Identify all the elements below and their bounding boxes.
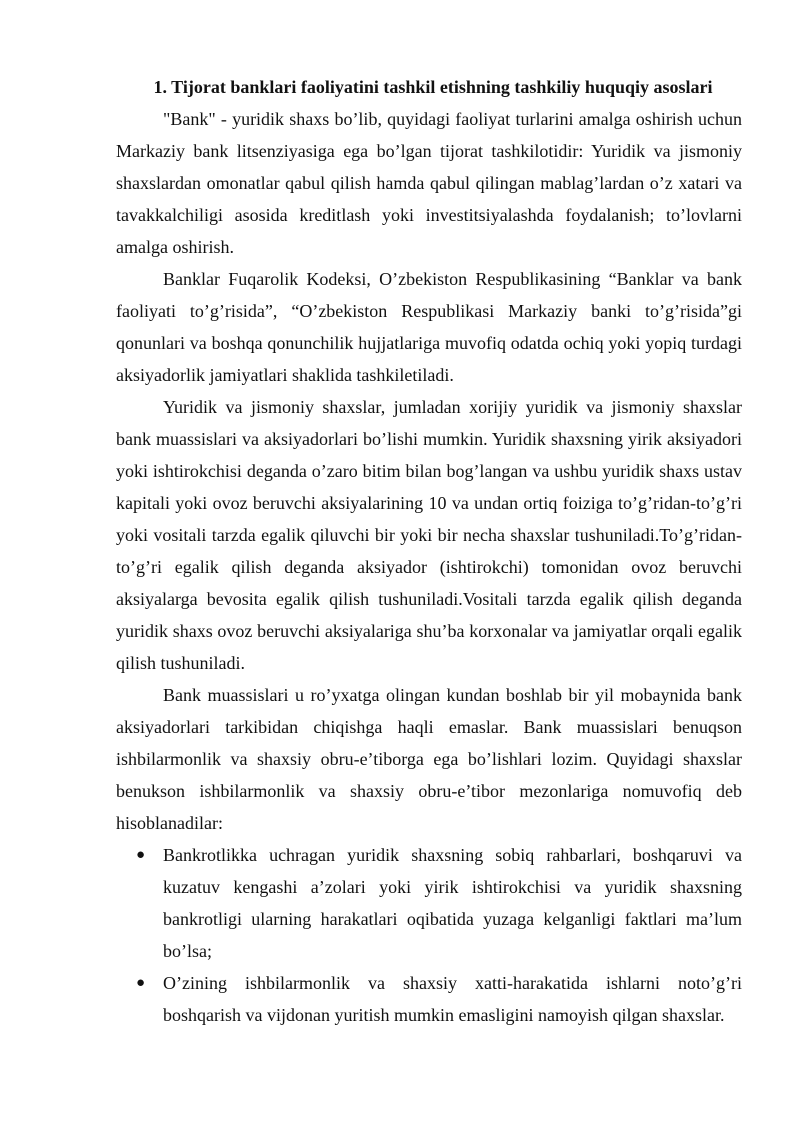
paragraph-bank-definition: "Bank" - yuridik shaxs bo’lib, quyidagi faoliyat turlarini amalga oshirish uchun Markaziy bank litsenziyasiga ega bo’lgan tijorat tashkilotidir: Yuridik va jismoniy shaxslardan omonatlar qabul qilish hamda qabul qilingan mablag’lardan o’z xatari va tavakkalchiligi asosida kreditlash yoki investitsiyalashda foydalanish; to’lovlarni amalga oshirish. [116, 109, 742, 257]
section-heading: 1. Tijorat banklari faoliyatini tashkil etishning tashkiliy huquqiy asoslari [153, 77, 713, 97]
bullet-icon: ● [136, 847, 146, 863]
paragraph-legal-basis: Banklar Fuqarolik Kodeksi, O’zbekiston Respublikasining “Banklar va bank faoliyati to’g’risida”, “O’zbekiston Respublikasi Markaziy banki to’g’risida”gi qonunlari va boshqa qonunchilik hujjatlariga muvofiq odatda ochiq yoki yopiq turdagi aksiyadorlik jamiyatlari shaklida tashkiletiladi. [116, 269, 742, 385]
list-item [116, 967, 742, 1031]
paragraph-founders-reputation: Bank muassislari u ro’yxatga olingan kundan boshlab bir yil mobaynida bank aksiyadorlari tarkibidan chiqishga haqli emaslar. Bank muassislari benuqson ishbilarmonlik va shaxsiy obru-e’tiborga ega bo’lishlari lozim. Quyidagi shaxslar benukson ishbilarmonlik va shaxsiy obru-e’tibor mezonlariga nomuvofiq deb hisoblanadilar: [116, 685, 742, 833]
list-item [116, 839, 742, 967]
paragraph-founders-shareholders: Yuridik va jismoniy shaxslar, jumladan xorijiy yuridik va jismoniy shaxslar bank muassislari va aksiyadorlari bo’lishi mumkin. Yuridik shaxsning yirik aksiyadori yoki ishtirokchisi deganda o’zaro bitim bilan bog’langan va ushbu yuridik shaxs ustav kapitali yoki ovoz beruvchi aksiyalarining 10 va undan ortiq foiziga to’g’ridan-to’g’ri yoki vositali tarzda egalik qiluvchi bir yoki bir necha shaxslar tushuniladi.To’g’ridan-to’g’ri egalik qilish deganda aksiyador (ishtirokchi) tomonidan ovoz beruvchi aksiyalarga bevosita egalik qilish tushuniladi.Vositali tarzda egalik qilish deganda yuridik shaxs ovoz beruvchi aksiyalariga shu’ba korxonalar va jamiyatlar orqali egalik qilish tushuniladi. [116, 397, 742, 673]
criteria-list [116, 839, 742, 1031]
list-item-text: Bankrotlikka uchragan yuridik shaxsning sobiq rahbarlari, boshqaruvi va kuzatuv kengashi a’zolari yoki yirik ishtirokchisi va yuridik shaxsning bankrotligi ularning harakatlari oqibatida yuzaga kelganligi faktlari ma’lum bo’lsa; [163, 845, 742, 961]
list-item-text: O’zining ishbilarmonlik va shaxsiy xatti-harakatida ishlarni noto’g’ri boshqarish va vijdonan yuritish mumkin emasligini namoyish qilgan shaxslar. [163, 973, 742, 1025]
bullet-icon: ● [136, 975, 146, 991]
document-body [116, 71, 742, 1031]
